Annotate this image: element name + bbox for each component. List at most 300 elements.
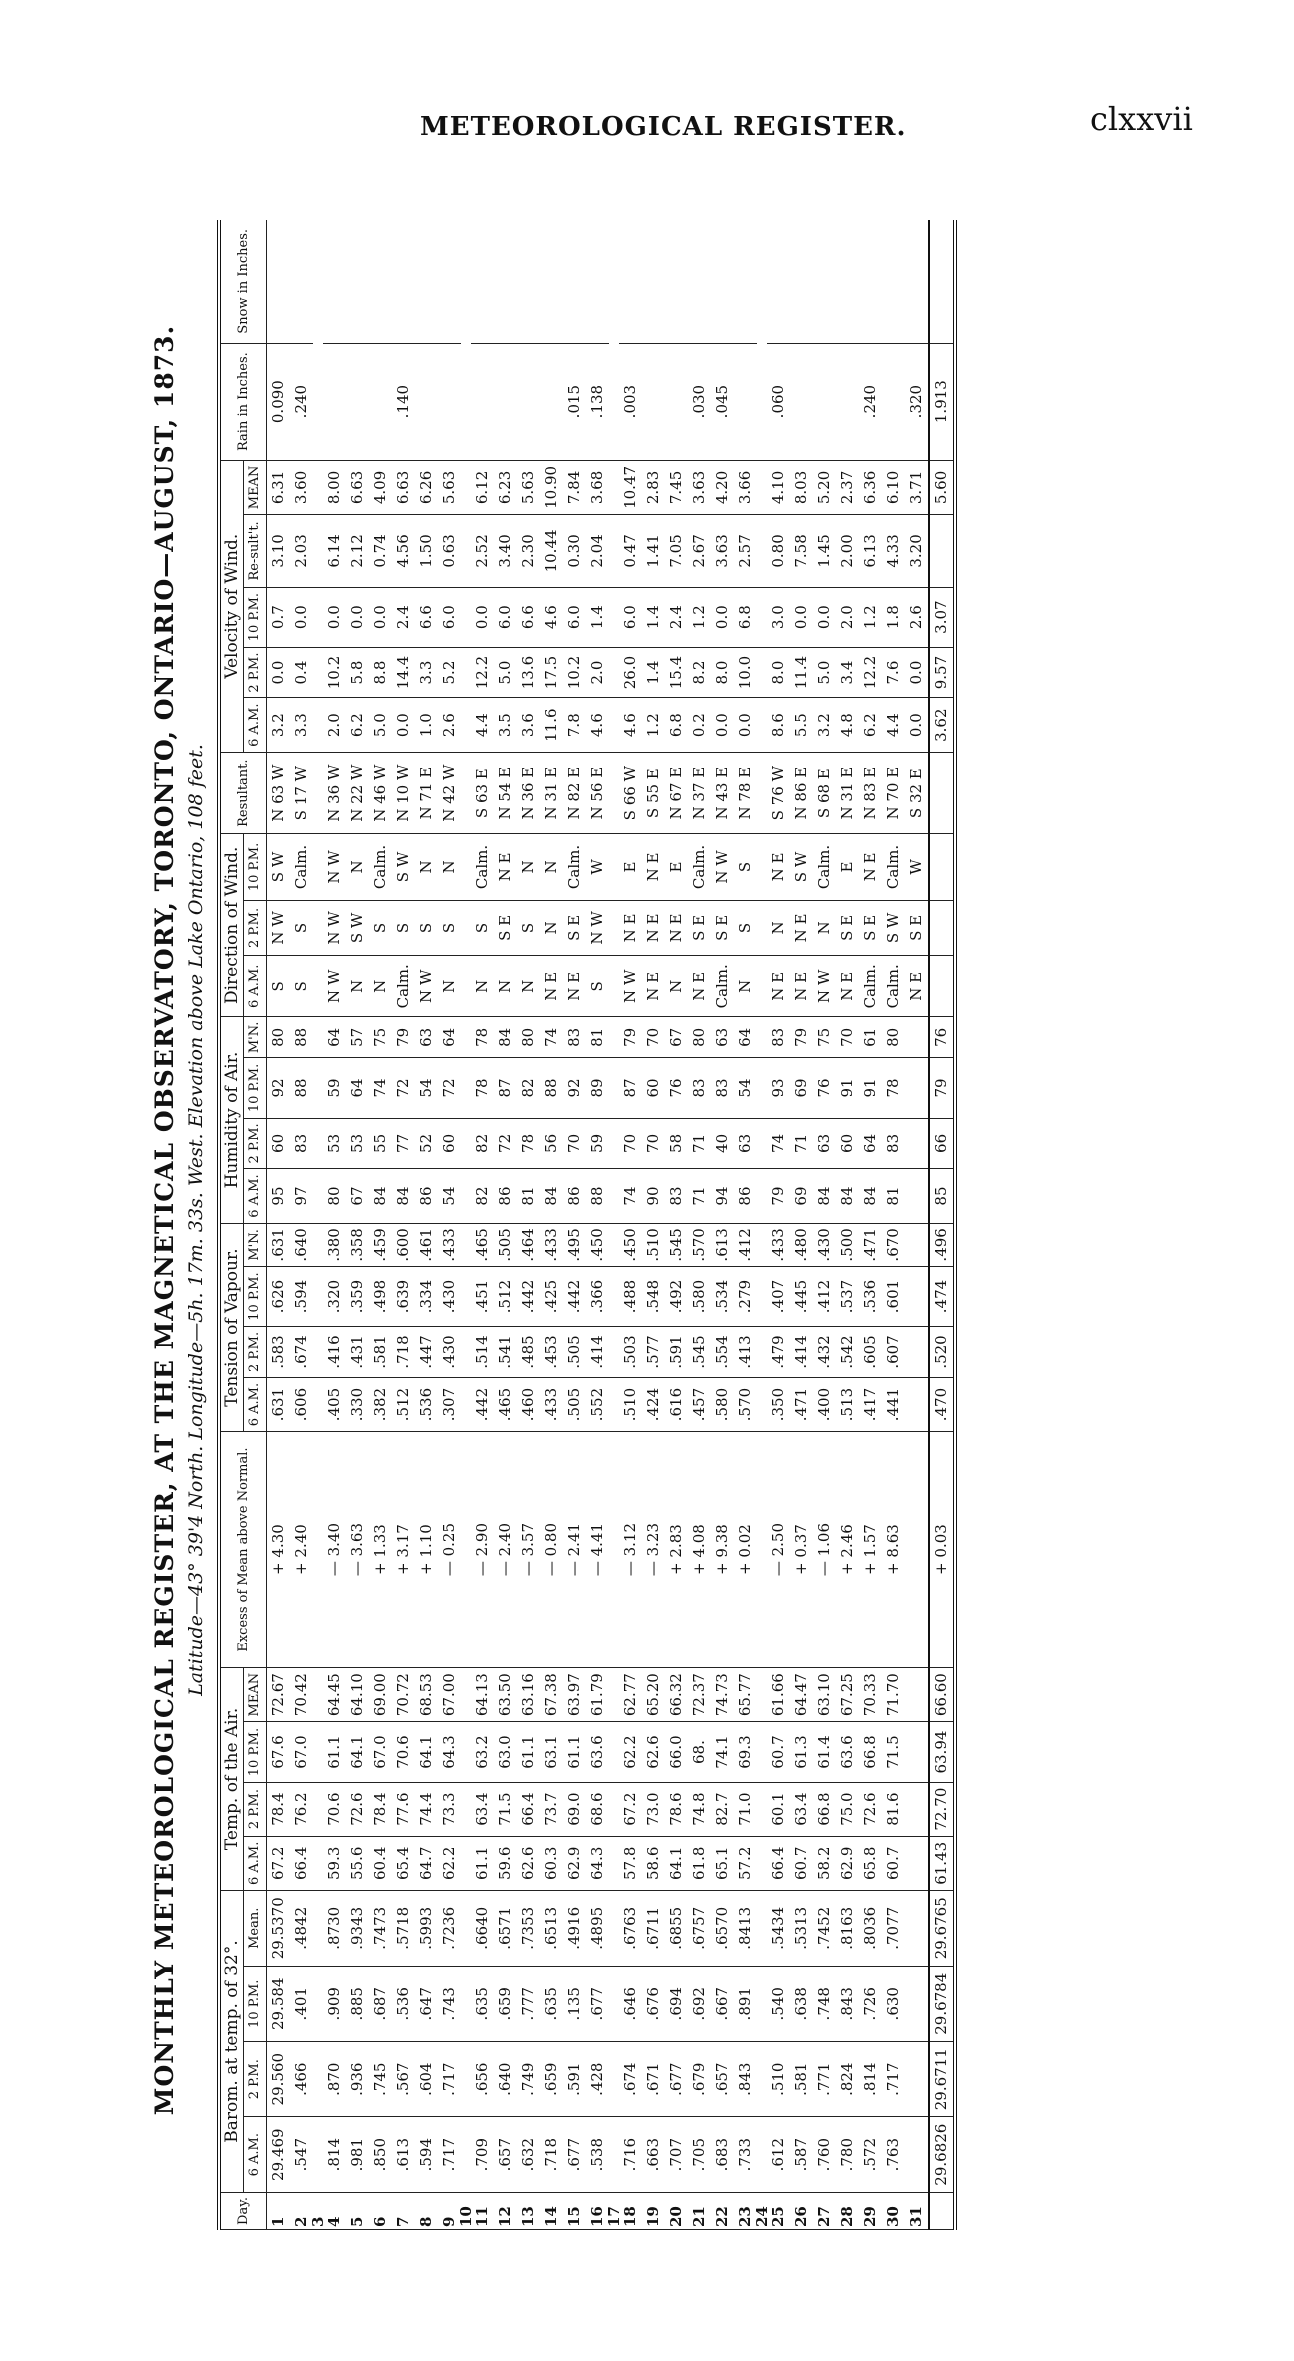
value-cell <box>929 752 955 834</box>
value-cell: 6.0 <box>438 587 461 647</box>
value-cell <box>313 1432 323 1668</box>
value-cell: .461 <box>415 1223 438 1266</box>
value-cell: 1.2 <box>642 698 665 752</box>
value-cell: 64.45 <box>323 1667 346 1722</box>
value-cell: — 0.80 <box>540 1432 563 1668</box>
value-cell: S <box>392 900 415 956</box>
value-cell: 71.0 <box>734 1782 757 1836</box>
value-cell <box>323 343 346 460</box>
value-cell: 83 <box>767 1017 790 1058</box>
value-cell: .591 <box>665 1327 688 1378</box>
value-cell <box>757 1667 767 1722</box>
value-cell: .677 <box>665 2041 688 2116</box>
value-cell: .630 <box>882 1966 905 2041</box>
value-cell: .705 <box>688 2117 711 2192</box>
sub-mean: MEAN <box>244 460 267 515</box>
value-cell: N 36 E <box>517 752 540 834</box>
value-cell: 94 <box>711 1169 734 1223</box>
value-cell: .616 <box>665 1377 688 1431</box>
value-cell: N <box>415 834 438 900</box>
value-cell <box>882 343 905 460</box>
value-cell: 71 <box>688 1169 711 1223</box>
value-cell: 67.0 <box>290 1722 313 1782</box>
value-cell: 72.67 <box>267 1667 291 1722</box>
value-cell <box>929 515 955 587</box>
day-row <box>586 220 609 2230</box>
value-cell: 8.0 <box>711 647 734 698</box>
value-cell: 6.14 <box>323 515 346 587</box>
value-cell: N E <box>767 956 790 1017</box>
value-cell: 88 <box>540 1058 563 1118</box>
day-cell: 7 <box>392 2192 415 2229</box>
sub-10pm: 10 P.M. <box>244 834 267 900</box>
value-cell: N W <box>813 956 836 1017</box>
value-cell: + 8.63 <box>882 1432 905 1668</box>
day-row <box>494 220 517 2230</box>
value-cell: 76 <box>665 1058 688 1118</box>
value-cell: + 3.17 <box>392 1432 415 1668</box>
value-cell: 0.0 <box>711 698 734 752</box>
day-row <box>267 220 291 2230</box>
value-cell: .138 <box>586 343 609 460</box>
value-cell: 84 <box>859 1169 882 1223</box>
value-cell: .380 <box>323 1223 346 1266</box>
value-cell: 74 <box>619 1169 642 1223</box>
value-cell: 64.47 <box>790 1667 813 1722</box>
value-cell: 0.0 <box>471 587 494 647</box>
value-cell: .726 <box>859 1966 882 2041</box>
value-cell: 62.9 <box>836 1836 859 1890</box>
value-cell <box>757 1118 767 1169</box>
value-cell: .580 <box>688 1266 711 1326</box>
value-cell: 67 <box>665 1017 688 1058</box>
day-row <box>563 220 586 2230</box>
value-cell: .581 <box>369 1327 392 1378</box>
sub-6am: 6 A.M. <box>244 1377 267 1431</box>
value-cell: 64.3 <box>586 1836 609 1890</box>
value-cell: 10.2 <box>563 647 586 698</box>
value-cell: 3.60 <box>290 460 313 515</box>
value-cell: 2.0 <box>586 647 609 698</box>
value-cell: 8.00 <box>323 460 346 515</box>
value-cell <box>711 220 734 343</box>
value-cell: 5.63 <box>438 460 461 515</box>
value-cell <box>609 343 619 460</box>
value-cell: .447 <box>415 1327 438 1378</box>
value-cell: S E <box>711 900 734 956</box>
value-cell <box>929 220 955 343</box>
value-cell <box>609 956 619 1017</box>
value-cell: .667 <box>711 1966 734 2041</box>
value-cell: .4842 <box>290 1891 313 1966</box>
value-cell <box>757 1377 767 1431</box>
sub-6am: 6 A.M. <box>244 956 267 1017</box>
value-cell: 65.20 <box>642 1667 665 1722</box>
totals-row <box>929 220 955 2230</box>
value-cell <box>929 834 955 900</box>
value-cell: .676 <box>642 1966 665 2041</box>
value-cell: .366 <box>586 1266 609 1326</box>
value-cell: 71.5 <box>882 1722 905 1782</box>
value-cell: 67.2 <box>619 1782 642 1836</box>
value-cell <box>415 220 438 343</box>
value-cell: .407 <box>767 1266 790 1326</box>
value-cell <box>734 343 757 460</box>
value-cell <box>461 1722 471 1782</box>
value-cell: 7.84 <box>563 460 586 515</box>
value-cell: Calm. <box>369 834 392 900</box>
value-cell: Calm. <box>711 956 734 1017</box>
value-cell: 6.6 <box>517 587 540 647</box>
value-cell: S W <box>882 900 905 956</box>
value-cell <box>813 343 836 460</box>
day-cell: 16 <box>586 2192 609 2229</box>
value-cell: .613 <box>392 2117 415 2192</box>
value-cell <box>609 1058 619 1118</box>
value-cell: 77.6 <box>392 1782 415 1836</box>
value-cell: 63 <box>813 1118 836 1169</box>
value-cell: .450 <box>586 1223 609 1266</box>
value-cell <box>461 1017 471 1058</box>
day-row <box>734 220 757 2230</box>
value-cell: S W <box>392 834 415 900</box>
value-cell: 74.1 <box>711 1722 734 1782</box>
value-cell: 3.5 <box>494 698 517 752</box>
value-cell <box>346 220 369 343</box>
value-cell <box>905 1327 929 1378</box>
value-cell: 95 <box>267 1169 291 1223</box>
value-cell <box>461 956 471 1017</box>
value-cell: N E <box>540 956 563 1017</box>
value-cell: 4.20 <box>711 460 734 515</box>
value-cell: 6.26 <box>415 460 438 515</box>
value-cell: .677 <box>586 1966 609 2041</box>
value-cell: .814 <box>323 2117 346 2192</box>
group-direction: Direction of Wind. <box>219 834 244 1017</box>
value-cell <box>313 1782 323 1836</box>
value-cell: 57 <box>346 1017 369 1058</box>
value-cell: 4.09 <box>369 460 392 515</box>
day-cell: 14 <box>540 2192 563 2229</box>
day-row <box>859 220 882 2230</box>
value-cell: 3.2 <box>267 698 291 752</box>
value-cell <box>609 1722 619 1782</box>
value-cell: 3.3 <box>415 647 438 698</box>
value-cell: Calm. <box>471 834 494 900</box>
value-cell: .545 <box>665 1223 688 1266</box>
value-cell: 4.6 <box>540 587 563 647</box>
value-cell <box>665 343 688 460</box>
value-cell: 0.0 <box>323 587 346 647</box>
value-cell: 2.83 <box>642 460 665 515</box>
value-cell <box>836 220 859 343</box>
day-cell: 9 <box>438 2192 461 2229</box>
value-cell: .5718 <box>392 1891 415 1966</box>
value-cell <box>882 220 905 343</box>
value-cell: .512 <box>494 1266 517 1326</box>
value-cell <box>313 900 323 956</box>
value-cell <box>757 515 767 587</box>
value-cell: .733 <box>734 2117 757 2192</box>
value-cell <box>905 1432 929 1668</box>
value-cell: N W <box>323 900 346 956</box>
value-cell: N E <box>767 834 790 900</box>
value-cell: S 55 E <box>642 752 665 834</box>
value-cell: 59.3 <box>323 1836 346 1890</box>
value-cell: 3.20 <box>905 515 929 587</box>
value-cell: 0.0 <box>267 647 291 698</box>
value-cell: .003 <box>619 343 642 460</box>
sub-2pm: 2 P.M. <box>244 1782 267 1836</box>
value-cell: 76.2 <box>290 1782 313 1836</box>
value-cell: 57.8 <box>619 1836 642 1890</box>
value-cell: .631 <box>267 1377 291 1431</box>
value-cell <box>767 220 790 343</box>
value-cell <box>461 900 471 956</box>
value-cell: .279 <box>734 1266 757 1326</box>
value-cell: .432 <box>813 1327 836 1378</box>
value-cell <box>313 834 323 900</box>
value-cell: E <box>665 834 688 900</box>
value-cell <box>757 1327 767 1378</box>
value-cell: 61.79 <box>586 1667 609 1722</box>
sub-10pm: 10 P.M. <box>244 587 267 647</box>
value-cell: 60 <box>438 1118 461 1169</box>
value-cell: 70.6 <box>323 1782 346 1836</box>
value-cell <box>461 2041 471 2116</box>
value-cell: 4.10 <box>767 460 790 515</box>
value-cell <box>313 1377 323 1431</box>
value-cell <box>461 698 471 752</box>
value-cell: N <box>346 956 369 1017</box>
value-cell <box>313 1667 323 1722</box>
value-cell: S W <box>790 834 813 900</box>
value-cell: .632 <box>517 2117 540 2192</box>
group-excess: Excess of Mean above Normal. <box>219 1432 267 1668</box>
value-cell: .6855 <box>665 1891 688 1966</box>
value-cell <box>859 220 882 343</box>
value-cell: + 0.03 <box>929 1432 955 1668</box>
value-cell: + 1.10 <box>415 1432 438 1668</box>
value-cell: 63.4 <box>471 1782 494 1836</box>
value-cell: S W <box>267 834 291 900</box>
value-cell: 3.71 <box>905 460 929 515</box>
value-cell <box>461 752 471 834</box>
value-cell: .442 <box>563 1266 586 1326</box>
day-cell: 1 <box>267 2192 291 2229</box>
value-cell: S <box>415 900 438 956</box>
value-cell: N <box>471 956 494 1017</box>
value-cell: N 37 E <box>688 752 711 834</box>
value-cell: 63.10 <box>813 1667 836 1722</box>
value-cell <box>688 220 711 343</box>
value-cell <box>494 220 517 343</box>
sub-2pm: 2 P.M. <box>244 1327 267 1378</box>
day-row <box>346 220 369 2230</box>
value-cell <box>609 1118 619 1169</box>
value-cell: 66.0 <box>665 1722 688 1782</box>
value-cell: — 0.25 <box>438 1432 461 1668</box>
value-cell: .015 <box>563 343 586 460</box>
value-cell: 4.4 <box>471 698 494 752</box>
value-cell: 63.50 <box>494 1667 517 1722</box>
value-cell: S E <box>563 900 586 956</box>
value-cell: .466 <box>290 2041 313 2116</box>
value-cell: 60.3 <box>540 1836 563 1890</box>
sub-10pm: 10 P.M. <box>244 1058 267 1118</box>
value-cell: .030 <box>688 343 711 460</box>
value-cell: N <box>767 900 790 956</box>
value-cell: S <box>471 900 494 956</box>
value-cell: S 32 E <box>905 752 929 834</box>
day-row <box>665 220 688 2230</box>
value-cell: 1.4 <box>642 587 665 647</box>
value-cell: 70.72 <box>392 1667 415 1722</box>
value-cell: N 78 E <box>734 752 757 834</box>
value-cell: 70 <box>642 1118 665 1169</box>
value-cell: 83 <box>290 1118 313 1169</box>
register-body <box>267 220 956 2230</box>
value-cell: 70 <box>619 1118 642 1169</box>
value-cell <box>757 1017 767 1058</box>
day-cell: 23 <box>734 2192 757 2229</box>
value-cell: .465 <box>471 1223 494 1266</box>
value-cell: N E <box>642 956 665 1017</box>
value-cell <box>461 1432 471 1668</box>
value-cell: .600 <box>392 1223 415 1266</box>
value-cell: 4.33 <box>882 515 905 587</box>
value-cell <box>369 343 392 460</box>
value-cell: N E <box>905 956 929 1017</box>
value-cell: .570 <box>688 1223 711 1266</box>
day-row <box>540 220 563 2230</box>
value-cell <box>757 2117 767 2192</box>
value-cell: 29.469 <box>267 2117 291 2192</box>
value-cell: 40 <box>711 1118 734 1169</box>
value-cell <box>757 1722 767 1782</box>
value-cell: 5.0 <box>813 647 836 698</box>
value-cell: 64.7 <box>415 1836 438 1890</box>
value-cell <box>290 220 313 343</box>
value-cell: .743 <box>438 1966 461 2041</box>
value-cell: 8.6 <box>767 698 790 752</box>
value-cell: .659 <box>540 2041 563 2116</box>
value-cell: .577 <box>642 1327 665 1378</box>
value-cell: 66.8 <box>859 1722 882 1782</box>
value-cell: S <box>517 900 540 956</box>
value-cell <box>461 1327 471 1378</box>
value-cell: 67.0 <box>369 1722 392 1782</box>
value-cell: .414 <box>586 1327 609 1378</box>
value-cell: 81 <box>586 1017 609 1058</box>
value-cell: N 56 E <box>586 752 609 834</box>
value-cell: 82.7 <box>711 1782 734 1836</box>
sub-2pm: 2 P.M. <box>244 900 267 956</box>
value-cell: 55.6 <box>346 1836 369 1890</box>
value-cell <box>461 1891 471 1966</box>
value-cell: 64 <box>859 1118 882 1169</box>
value-cell: .718 <box>392 1327 415 1378</box>
value-cell: S <box>290 900 313 956</box>
value-cell: 6.10 <box>882 460 905 515</box>
value-cell <box>586 220 609 343</box>
value-cell: .674 <box>619 2041 642 2116</box>
value-cell <box>540 343 563 460</box>
value-cell <box>665 220 688 343</box>
value-cell: .538 <box>586 2117 609 2192</box>
value-cell: W <box>586 834 609 900</box>
sub-result: Re-sult't. <box>244 515 267 587</box>
value-cell: .510 <box>642 1223 665 1266</box>
value-cell: 58.6 <box>642 1836 665 1890</box>
value-cell: .479 <box>767 1327 790 1378</box>
value-cell <box>609 1836 619 1890</box>
value-cell: .709 <box>471 2117 494 2192</box>
value-cell: .514 <box>471 1327 494 1378</box>
value-cell: .677 <box>563 2117 586 2192</box>
value-cell: .626 <box>267 1266 291 1326</box>
value-cell: 1.45 <box>813 515 836 587</box>
value-cell <box>609 2117 619 2192</box>
value-cell: .416 <box>323 1327 346 1378</box>
value-cell: .045 <box>711 343 734 460</box>
value-cell: 10.90 <box>540 460 563 515</box>
day-cell: 4 <box>323 2192 346 2229</box>
day-row <box>609 220 619 2230</box>
value-cell: .554 <box>711 1327 734 1378</box>
value-cell <box>313 647 323 698</box>
value-cell: S <box>267 956 291 1017</box>
value-cell: 7.6 <box>882 647 905 698</box>
value-cell: 64.13 <box>471 1667 494 1722</box>
value-cell: N <box>665 956 688 1017</box>
value-cell: 72 <box>494 1118 517 1169</box>
value-cell: 75 <box>369 1017 392 1058</box>
value-cell: S E <box>836 900 859 956</box>
value-cell: 6.36 <box>859 460 882 515</box>
value-cell: .780 <box>836 2117 859 2192</box>
value-cell: .445 <box>790 1266 813 1326</box>
value-cell: 60.7 <box>790 1836 813 1890</box>
value-cell: 54 <box>415 1058 438 1118</box>
value-cell: S <box>369 900 392 956</box>
value-cell: .358 <box>346 1223 369 1266</box>
value-cell <box>905 1667 929 1722</box>
sub-2pm: 2 P.M. <box>244 2041 267 2116</box>
value-cell: .425 <box>540 1266 563 1326</box>
value-cell: 0.63 <box>438 515 461 587</box>
value-cell: 0.0 <box>392 698 415 752</box>
value-cell: 63.97 <box>563 1667 586 1722</box>
value-cell: N E <box>790 956 813 1017</box>
value-cell <box>609 2041 619 2116</box>
value-cell: 84 <box>369 1169 392 1223</box>
value-cell: N W <box>711 834 734 900</box>
value-cell: .512 <box>392 1377 415 1431</box>
value-cell: 0.0 <box>905 647 929 698</box>
value-cell: .510 <box>619 1377 642 1431</box>
value-cell: 29.6765 <box>929 1891 955 1966</box>
value-cell <box>461 587 471 647</box>
value-cell: .428 <box>586 2041 609 2116</box>
day-cell: 11 <box>471 2192 494 2229</box>
value-cell: 53 <box>346 1118 369 1169</box>
value-cell: .717 <box>438 2117 461 2192</box>
value-cell: 64.1 <box>346 1722 369 1782</box>
value-cell <box>619 220 642 343</box>
value-cell <box>609 1169 619 1223</box>
value-cell: — 1.06 <box>813 1432 836 1668</box>
